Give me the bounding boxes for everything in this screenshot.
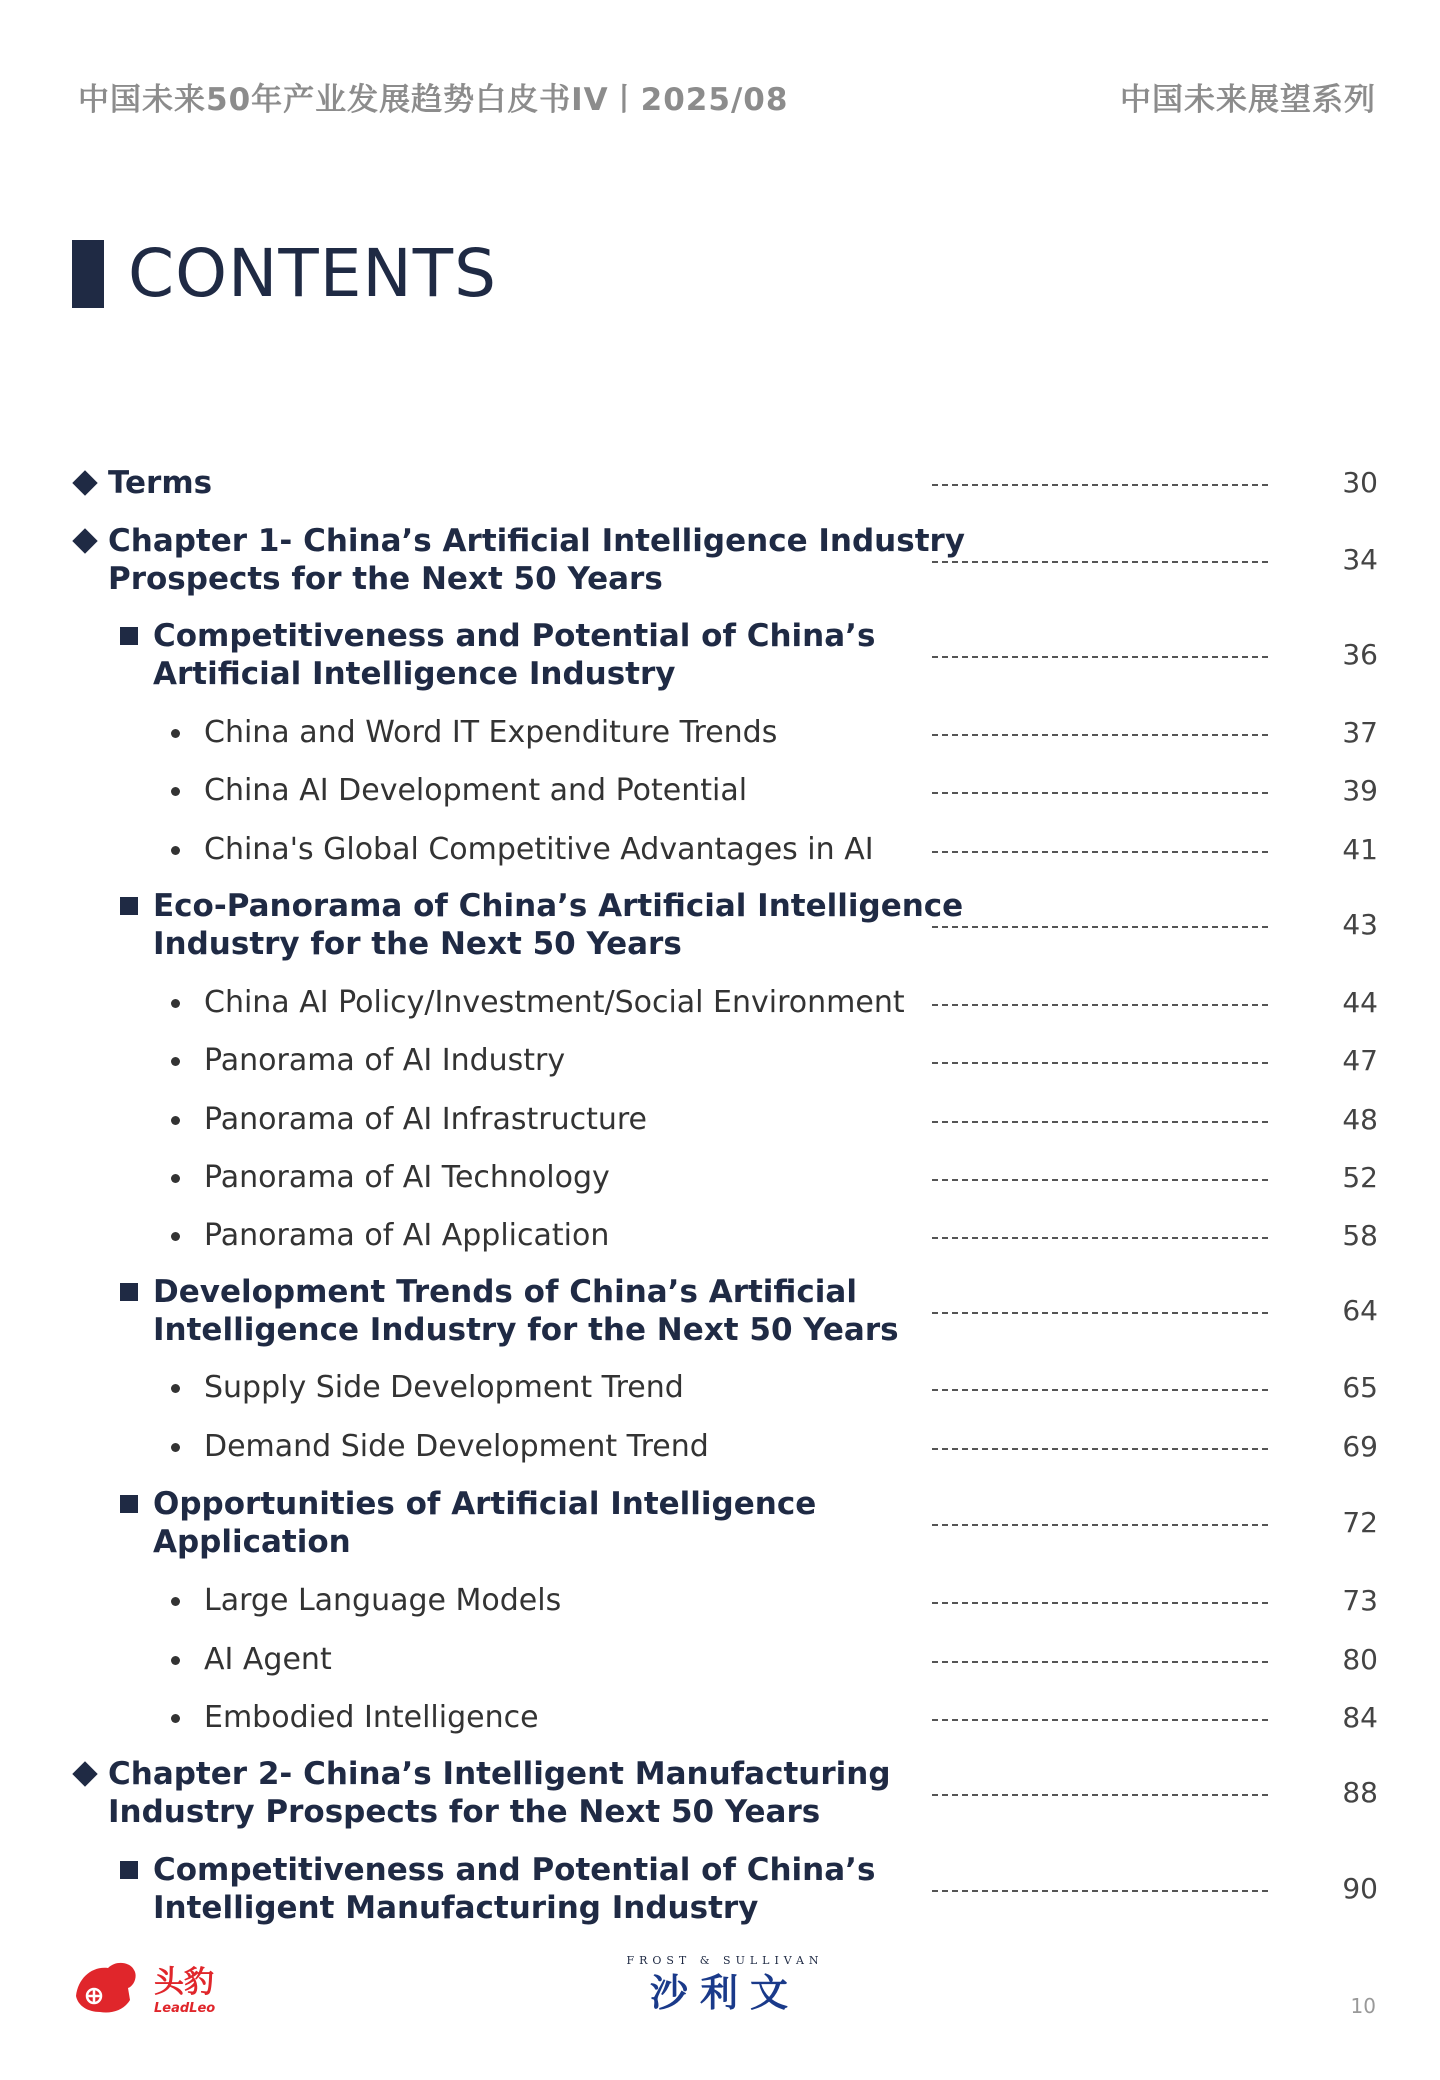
toc-entry[interactable]: [0, 1485, 1440, 1561]
toc-leader-dashes: [932, 1179, 1268, 1181]
square-bullet-icon: [120, 897, 138, 915]
toc-page-number: 80: [1342, 1643, 1378, 1676]
toc-entry-title-line: Demand Side Development Trend: [204, 1429, 709, 1464]
frost-sullivan-logo: [620, 1950, 830, 2020]
leadleo-cn-name: 头豹: [154, 1965, 214, 2000]
dot-bullet-icon: [171, 729, 180, 738]
toc-entry-title: [108, 522, 965, 598]
frost-sullivan-cn-name: 沙利文: [649, 1971, 801, 2015]
toc-entry[interactable]: [0, 1755, 1440, 1831]
square-bullet-icon: [120, 1283, 138, 1301]
toc-entry-title: [204, 772, 747, 810]
toc-entry[interactable]: [0, 772, 1440, 810]
toc-entry-title: [204, 1699, 539, 1737]
dot-bullet-icon: [171, 1174, 180, 1183]
toc-page-number: 88: [1342, 1776, 1378, 1809]
toc-entry[interactable]: [0, 464, 1440, 502]
toc-entry-title-line: China and Word IT Expenditure Trends: [204, 715, 778, 750]
toc-entry[interactable]: [0, 1851, 1440, 1927]
page-title: CONTENTS: [128, 235, 498, 312]
toc-entry-title-line: AI Agent: [204, 1642, 332, 1677]
toc-entry-title: [204, 1101, 647, 1139]
toc-leader-dashes: [932, 1237, 1268, 1239]
toc-entry-title-line: Eco-Panorama of China’s Artificial Intelligence: [153, 888, 964, 924]
toc-entry[interactable]: [0, 1369, 1440, 1407]
toc-page-number: 65: [1342, 1371, 1378, 1404]
toc-leader-dashes: [932, 1448, 1268, 1450]
toc-entry-title-line: Competitiveness and Potential of China’s: [153, 1852, 876, 1888]
toc-leader-dashes: [932, 1890, 1268, 1892]
toc-entry-title: [153, 887, 963, 963]
toc-entry[interactable]: [0, 1042, 1440, 1080]
toc-entry-title: [204, 1217, 609, 1255]
toc-entry-title: [204, 1042, 565, 1080]
toc-entry-title-line: China's Global Competitive Advantages in AI: [204, 832, 874, 867]
toc-leader-dashes: [932, 1661, 1268, 1663]
toc-entry-title-line: Supply Side Development Trend: [204, 1370, 684, 1405]
toc-entry[interactable]: [0, 1273, 1440, 1349]
toc-entry-title: [153, 1851, 875, 1927]
toc-page-number: 58: [1342, 1219, 1378, 1252]
toc-leader-dashes: [932, 1794, 1268, 1796]
toc-entry-title-line: Intelligence Industry for the Next 50 Years: [153, 1312, 899, 1348]
toc-page-number: 73: [1342, 1584, 1378, 1617]
toc-leader-dashes: [932, 1121, 1268, 1123]
dot-bullet-icon: [171, 846, 180, 855]
toc-leader-dashes: [932, 1312, 1268, 1314]
toc-page-number: 47: [1342, 1044, 1378, 1077]
toc-page-number: 37: [1342, 716, 1378, 749]
toc-entry-title: [204, 984, 905, 1022]
toc-entry-title: [204, 1641, 332, 1679]
toc-leader-dashes: [932, 561, 1268, 563]
toc-entry[interactable]: [0, 1101, 1440, 1139]
toc-page-number: 90: [1342, 1872, 1378, 1905]
toc-entry[interactable]: [0, 714, 1440, 752]
toc-entry[interactable]: [0, 1217, 1440, 1255]
diamond-bullet-icon: [72, 470, 97, 495]
diamond-bullet-icon: [72, 1761, 97, 1786]
toc-page-number: 39: [1342, 774, 1378, 807]
toc-entry-title-line: Panorama of AI Industry: [204, 1043, 566, 1078]
toc-leader-dashes: [932, 1062, 1268, 1064]
leopard-head-icon: [76, 1963, 136, 2013]
toc-entry-title-line: Panorama of AI Technology: [204, 1160, 610, 1195]
toc-entry-title: [108, 464, 212, 502]
toc-entry[interactable]: [0, 617, 1440, 693]
toc-entry-title: [204, 1159, 610, 1197]
dot-bullet-icon: [171, 1656, 180, 1665]
toc-page-number: 34: [1342, 543, 1378, 576]
square-bullet-icon: [120, 1861, 138, 1879]
toc-entry[interactable]: [0, 1582, 1440, 1620]
toc-page-number: 41: [1342, 833, 1378, 866]
toc-entry-title: [204, 714, 777, 752]
dot-bullet-icon: [171, 1057, 180, 1066]
leadleo-logo: [72, 1956, 232, 2018]
toc-page-number: 52: [1342, 1161, 1378, 1194]
dot-bullet-icon: [171, 1232, 180, 1241]
toc-entry-title-line: Panorama of AI Application: [204, 1218, 610, 1253]
toc-entry-title-line: Chapter 2- China’s Intelligent Manufacturing: [108, 1756, 891, 1792]
frost-sullivan-en-name: FROST & SULLIVAN: [626, 1954, 824, 1967]
toc-entry-title-line: Embodied Intelligence: [204, 1700, 539, 1735]
toc-leader-dashes: [932, 851, 1268, 853]
toc-entry-title: [204, 1428, 709, 1466]
dot-bullet-icon: [171, 1384, 180, 1393]
toc-entry-title-line: Intelligent Manufacturing Industry: [153, 1890, 759, 1926]
toc-entry-title-line: Application: [153, 1524, 351, 1560]
toc-entry-title-line: Industry Prospects for the Next 50 Years: [108, 1794, 821, 1830]
toc-page-number: 36: [1342, 638, 1378, 671]
toc-entry-title: [204, 831, 874, 869]
toc-entry-title: [153, 617, 875, 693]
toc-leader-dashes: [932, 792, 1268, 794]
toc-page-number: 64: [1342, 1294, 1378, 1327]
square-bullet-icon: [120, 627, 138, 645]
toc-page-number: 30: [1342, 466, 1378, 499]
toc-entry-title-line: Development Trends of China’s Artificial: [153, 1274, 857, 1310]
dot-bullet-icon: [171, 999, 180, 1008]
toc-entry-title-line: Competitiveness and Potential of China’s: [153, 618, 876, 654]
toc-page-number: 84: [1342, 1701, 1378, 1734]
toc-entry-title-line: Opportunities of Artificial Intelligence: [153, 1486, 817, 1522]
toc-page-number: 43: [1342, 908, 1378, 941]
toc-leader-dashes: [932, 1524, 1268, 1526]
toc-entry-title-line: Prospects for the Next 50 Years: [108, 561, 663, 597]
toc-entry-title-line: Large Language Models: [204, 1583, 562, 1618]
dot-bullet-icon: [171, 1443, 180, 1452]
toc-leader-dashes: [932, 1719, 1268, 1721]
toc-entry-title: [153, 1273, 899, 1349]
dot-bullet-icon: [171, 1597, 180, 1606]
header-series-title: 中国未来展望系列: [1120, 82, 1376, 118]
toc-entry-title-line: Artificial Intelligence Industry: [153, 656, 676, 692]
toc-leader-dashes: [932, 484, 1268, 486]
toc-entry-title-line: China AI Policy/Investment/Social Environment: [204, 985, 905, 1020]
toc-entry-title-line: Terms: [108, 465, 213, 501]
toc-page-number: 69: [1342, 1430, 1378, 1463]
page-number: 10: [1350, 1994, 1376, 2018]
toc-leader-dashes: [932, 1602, 1268, 1604]
toc-entry[interactable]: [0, 887, 1440, 963]
toc-leader-dashes: [932, 1389, 1268, 1391]
toc-entry-title: [204, 1582, 561, 1620]
toc-entry[interactable]: [0, 831, 1440, 869]
dot-bullet-icon: [171, 787, 180, 796]
toc-entry[interactable]: [0, 1428, 1440, 1466]
toc-leader-dashes: [932, 926, 1268, 928]
toc-page-number: 48: [1342, 1103, 1378, 1136]
toc-leader-dashes: [932, 734, 1268, 736]
toc-entry-title: [204, 1369, 684, 1407]
toc-leader-dashes: [932, 1004, 1268, 1006]
square-bullet-icon: [120, 1495, 138, 1513]
toc-leader-dashes: [932, 656, 1268, 658]
toc-entry-title-line: Panorama of AI Infrastructure: [204, 1102, 647, 1137]
toc-entry[interactable]: [0, 1159, 1440, 1197]
toc-entry-title: [153, 1485, 816, 1561]
toc-entry[interactable]: [0, 984, 1440, 1022]
toc-entry-title-line: Industry for the Next 50 Years: [153, 926, 682, 962]
dot-bullet-icon: [171, 1116, 180, 1125]
diamond-bullet-icon: [72, 528, 97, 553]
header-report-title: 中国未来50年产业发展趋势白皮书IV丨2025/08: [78, 82, 789, 118]
toc-entry[interactable]: [0, 1641, 1440, 1679]
dot-bullet-icon: [171, 1714, 180, 1723]
toc-entry-title-line: Chapter 1- China’s Artificial Intelligence Industry: [108, 523, 966, 559]
leadleo-en-name: LeadLeo: [154, 2001, 216, 2016]
toc-entry-title-line: China AI Development and Potential: [204, 773, 748, 808]
toc-page-number: 44: [1342, 986, 1378, 1019]
toc-entry-title: [108, 1755, 891, 1831]
toc-entry[interactable]: [0, 522, 1440, 598]
toc-entry[interactable]: [0, 1699, 1440, 1737]
toc-page-number: 72: [1342, 1506, 1378, 1539]
